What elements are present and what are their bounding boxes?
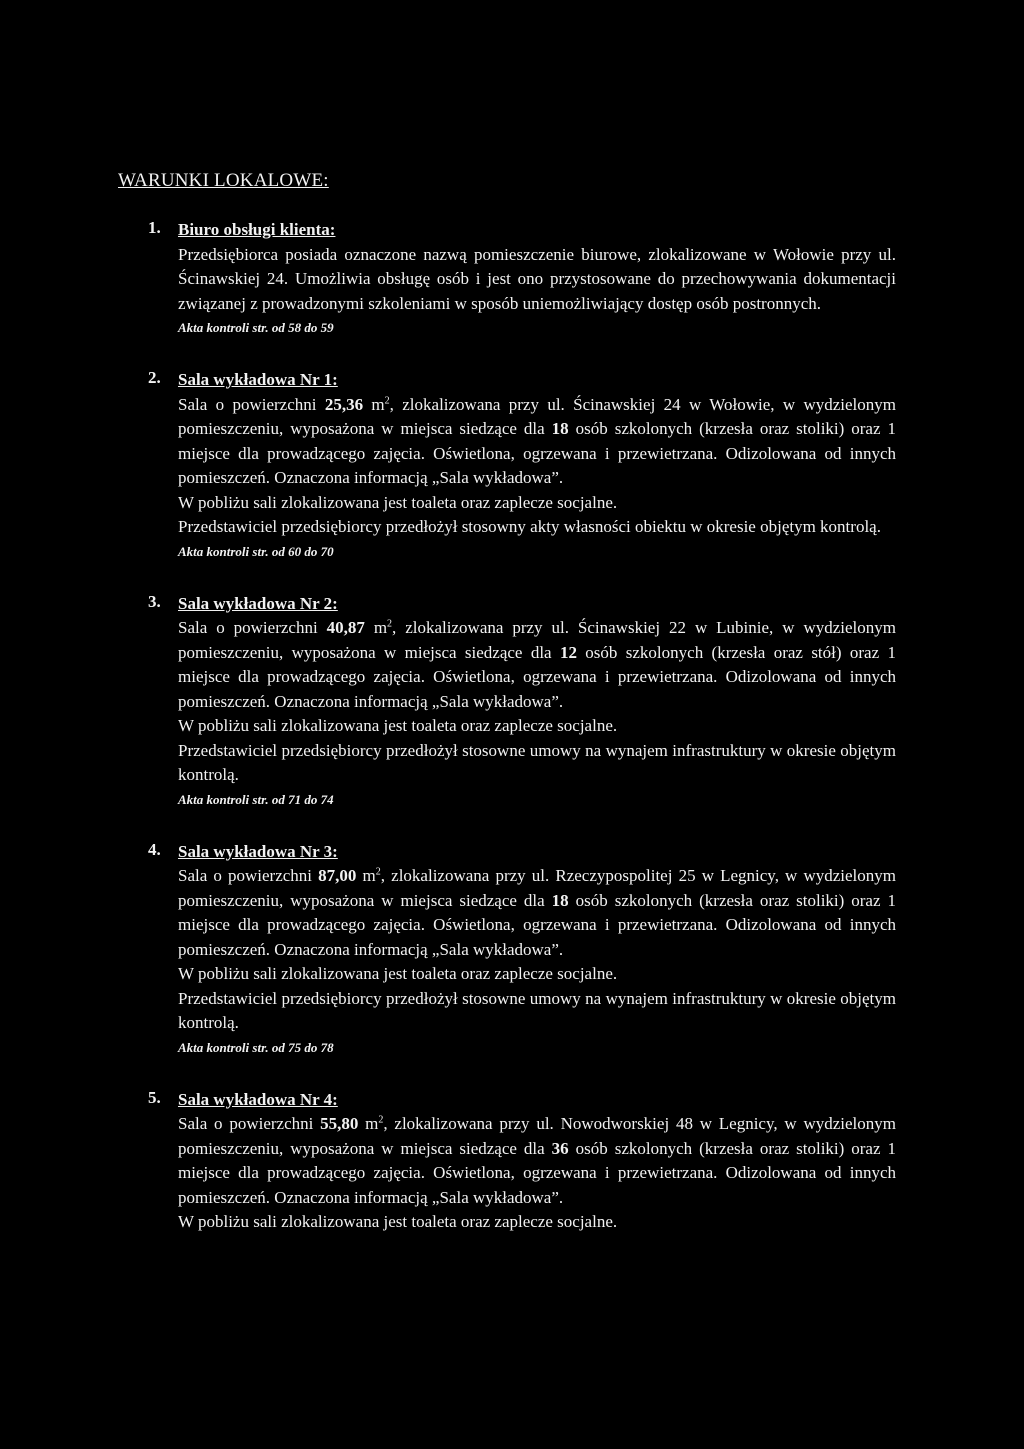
section-body <box>178 592 896 810</box>
section-text <box>178 864 896 962</box>
section-number: 2. <box>148 368 161 387</box>
section-sala-2 <box>118 592 896 810</box>
area-value: 40,87 <box>326 618 365 637</box>
area-prefix: Sala o powierzchni <box>178 618 327 637</box>
akta-reference: Akta kontroli str. od 71 do 74 <box>178 791 334 807</box>
area-unit-sup: 2 <box>375 866 381 878</box>
description-text: osób szkolonych (krzesła oraz stoliki) oraz 1 miejsce dla prowadzącego zajęcia. Oświetlona, ogrzewana i przewietrzana. Odizolowana od innych pomieszczeń. Oznaczona informacją „Sala wykładowa”. <box>178 419 896 487</box>
area-prefix: Sala o powierzchni <box>178 1114 321 1133</box>
location-text: , zlokalizowana przy ul. Ścinawskiej 24 w Wołowie, w wydzielonym pomieszczeniu, wyposażona w miejsca siedzące dla <box>178 394 896 438</box>
location-text: , zlokalizowana przy ul. Nowodworskiej 48 w Legnicy, w wydzielonym pomieszczeniu, wyposażona w miejsca siedzące dla <box>178 1114 896 1158</box>
section-text: Przedsiębiorca posiada oznaczone nazwą pomieszczenie biurowe, zlokalizowane w Wołowie przy ul. Ścinawskiej 24. Umożliwia obsługę osób i jest ono przystosowane do przechowywania dokumentacji związanej z prowadzonymi szkoleniami w sposób uniemożliwiający dostęp osób postronnych. <box>178 244 896 313</box>
seats-value: 18 <box>551 890 569 910</box>
area-value: 55,80 <box>320 1114 359 1133</box>
area-unit: m <box>364 618 388 637</box>
location-text: , zlokalizowana przy ul. Ścinawskiej 22 w Lubinie, w wydzielonym pomieszczeniu, wyposażona w miejsca siedzące dla <box>178 618 896 662</box>
page-heading: WARUNKI LOKALOWE: <box>118 170 329 191</box>
akta-reference: Akta kontroli str. od 75 do 78 <box>178 1039 334 1055</box>
description-text: osób szkolonych (krzesła oraz stół) oraz 1 miejsce dla prowadzącego zajęcia. Oświetlona, ogrzewana i przewietrzana. Odizolowana od innych pomieszczeń. Oznaczona informacją „Sala wykładowa”. <box>178 642 896 711</box>
section-sala-3 <box>118 840 896 1058</box>
area-unit: m <box>363 394 385 414</box>
section-title: Biuro obsługi klienta: <box>178 220 336 239</box>
note-documents: Przedstawiciel przedsiębiorcy przedłożył stosowne umowy na wynajem infrastruktury w okresie objętym kontrolą. <box>178 988 896 1032</box>
section-number: 5. <box>148 1087 161 1107</box>
area-value: 25,36 <box>324 394 364 414</box>
area-prefix: Sala o powierzchni <box>178 394 325 414</box>
document-page <box>118 170 896 1265</box>
area-value: 87,00 <box>318 866 357 885</box>
section-body <box>178 1088 896 1235</box>
section-number: 4. <box>148 839 161 859</box>
section-title: Sala wykładowa Nr 3: <box>178 841 338 861</box>
section-body <box>178 368 896 562</box>
section-sala-1 <box>118 368 896 562</box>
note-toilet: W pobliżu sali zlokalizowana jest toaleta oraz zaplecze socjalne. <box>178 716 618 735</box>
description-text: osób szkolonych (krzesła oraz stoliki) oraz 1 miejsce dla prowadzącego zajęcia. Oświetlona, ogrzewana i przewietrzana. Odizolowana od innych pomieszczeń. Oznaczona informacją „Sala wykładowa”. <box>178 890 896 959</box>
seats-value: 18 <box>551 419 569 438</box>
area-unit-sup: 2 <box>384 394 390 406</box>
location-text: , zlokalizowana przy ul. Rzeczypospolitej 25 w Legnicy, w wydzielonym pomieszczeniu, wyposażona w miejsca siedzące dla <box>178 866 896 910</box>
akta-reference: Akta kontroli str. od 58 do 59 <box>178 320 334 335</box>
section-title: Sala wykładowa Nr 1: <box>178 370 338 389</box>
akta-reference: Akta kontroli str. od 60 do 70 <box>178 543 334 559</box>
note-documents: Przedstawiciel przedsiębiorcy przedłożył stosowny akty własności obiektu w okresie objętym kontrolą. <box>178 517 881 536</box>
section-text <box>178 393 896 491</box>
section-number: 1. <box>148 218 161 237</box>
section-biuro <box>118 218 896 338</box>
section-body <box>178 218 896 338</box>
section-title: Sala wykładowa Nr 4: <box>178 1089 338 1109</box>
section-text <box>178 1112 896 1210</box>
section-number: 3. <box>148 591 161 611</box>
area-unit-sup: 2 <box>387 618 393 630</box>
seats-value: 12 <box>559 642 577 662</box>
area-unit-sup: 2 <box>378 1114 384 1126</box>
area-prefix: Sala o powierzchni <box>178 866 319 885</box>
seats-value: 36 <box>551 1138 569 1158</box>
note-documents: Przedstawiciel przedsiębiorcy przedłożył stosowne umowy na wynajem infrastruktury w okresie objętym kontrolą. <box>178 740 896 784</box>
section-sala-4 <box>118 1088 896 1235</box>
section-title: Sala wykładowa Nr 2: <box>178 593 338 613</box>
description-text: osób szkolonych (krzesła oraz stoliki) oraz 1 miejsce dla prowadzącego zajęcia. Oświetlona, ogrzewana i przewietrzana. Odizolowana od innych pomieszczeń. Oznaczona informacją „Sala wykładowa”. <box>178 1138 896 1207</box>
section-body <box>178 840 896 1058</box>
note-toilet: W pobliżu sali zlokalizowana jest toaleta oraz zaplecze socjalne. <box>178 1212 618 1231</box>
note-toilet: W pobliżu sali zlokalizowana jest toaleta oraz zaplecze socjalne. <box>178 492 618 512</box>
note-toilet: W pobliżu sali zlokalizowana jest toaleta oraz zaplecze socjalne. <box>178 964 618 983</box>
area-unit: m <box>358 1114 379 1133</box>
area-unit: m <box>356 866 376 885</box>
section-text <box>178 616 896 714</box>
